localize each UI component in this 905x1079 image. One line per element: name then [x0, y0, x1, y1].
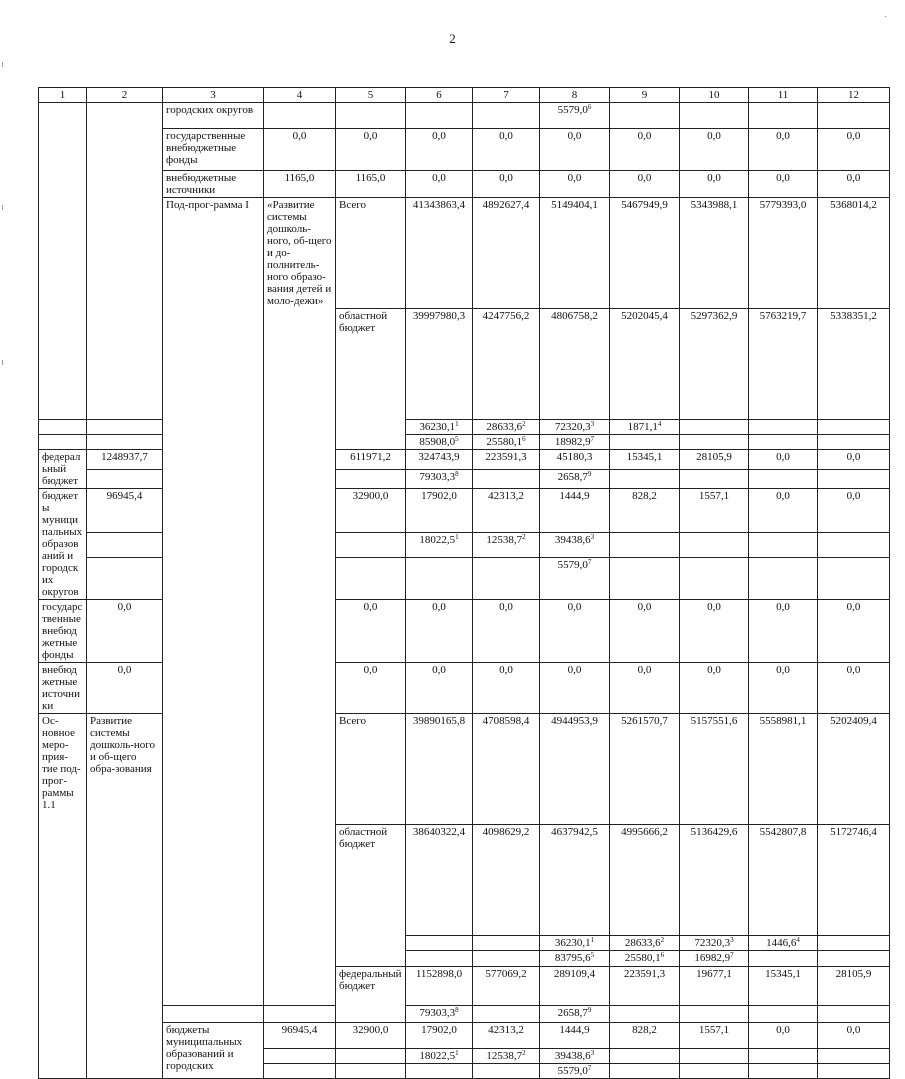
table-cell: 18022,5$^1$ — [406, 532, 473, 557]
table-cell: 18022,5$^1$ — [406, 1049, 473, 1064]
table-cell: 5157551,6 — [680, 714, 749, 825]
table-cell: 577069,2 — [473, 967, 540, 1006]
table-cell — [749, 420, 818, 435]
table-cell: 85908,0$^5$ — [406, 435, 473, 450]
table-cell — [264, 103, 336, 129]
table-cell — [818, 951, 890, 967]
header-row — [39, 88, 890, 103]
page-number: 2 — [449, 31, 456, 46]
table-cell — [406, 951, 473, 967]
table-cell: 0,0 — [818, 450, 890, 470]
column-number: 9 — [610, 88, 680, 103]
table-cell: 28633,6$^2$ — [473, 420, 540, 435]
table-cell: 4637942,5 — [540, 825, 610, 936]
table-cell: 5779393,0 — [749, 198, 818, 309]
footnote-mark: 2 — [522, 420, 526, 428]
table-cell: 0,0 — [680, 171, 749, 198]
footnote-mark: 3 — [590, 420, 595, 428]
table-cell — [818, 936, 890, 951]
table-cell: 17902,0 — [406, 1023, 473, 1049]
table-cell: 1444,9 — [540, 489, 610, 533]
table-cell — [818, 103, 890, 129]
table-cell: Всего — [336, 714, 406, 825]
table-cell: 5261570,7 — [610, 714, 680, 825]
table-cell: 0,0 — [406, 663, 473, 714]
table-cell — [749, 1064, 818, 1079]
footnote-mark: 9 — [587, 470, 592, 479]
footnote-mark: 6 — [522, 435, 526, 443]
footnote-mark: 5 — [455, 435, 459, 443]
table-cell: 0,0 — [87, 663, 163, 714]
table-cell — [610, 1049, 680, 1064]
footnote-mark: 6 — [587, 103, 592, 111]
table-cell: 1557,1 — [680, 1023, 749, 1049]
table-cell: областной бюджет — [336, 825, 406, 967]
table-cell: 5579,0$^7$ — [540, 1064, 610, 1079]
table-cell: 96945,4 — [87, 489, 163, 533]
table-cell: 5579,0$^7$ — [540, 557, 610, 599]
table-cell: 79303,3$^8$ — [406, 1006, 473, 1023]
table-cell — [610, 557, 680, 599]
table-cell: 0,0 — [406, 600, 473, 663]
binding-mark — [2, 360, 3, 365]
table-cell: 0,0 — [336, 600, 406, 663]
table-cell — [473, 1064, 540, 1079]
corner-mark: · — [884, 12, 888, 23]
table-cell: 0,0 — [264, 129, 336, 171]
column-number: 5 — [336, 88, 406, 103]
footnote-mark: 7 — [587, 1064, 592, 1072]
footnote-mark: 1 — [455, 1049, 459, 1057]
table-cell: 4098629,2 — [473, 825, 540, 936]
table-cell — [680, 1064, 749, 1079]
footnote-mark: 2 — [660, 936, 665, 944]
table-cell: 0,0 — [540, 600, 610, 663]
table-cell: 2658,7$^9$ — [540, 470, 610, 489]
table-cell — [818, 557, 890, 599]
table-cell: 18982,9$^7$ — [540, 435, 610, 450]
column-number: 2 — [87, 88, 163, 103]
column-number: 8 — [540, 88, 610, 103]
table-cell: внебюджетные источники — [163, 171, 264, 198]
table-cell: 0,0 — [610, 171, 680, 198]
table-cell: 5202045,4 — [610, 309, 680, 420]
footnote-mark: 9 — [587, 1006, 592, 1014]
table-cell: 15345,1 — [749, 967, 818, 1006]
table-cell: 5763219,7 — [749, 309, 818, 420]
table-cell — [610, 470, 680, 489]
table-cell — [473, 1006, 540, 1023]
table-cell — [264, 1049, 336, 1064]
table-cell: бюджеты муниципальных образований и городских округов — [39, 489, 87, 600]
table-cell: 5368014,2 — [818, 198, 890, 309]
table-cell: 0,0 — [680, 600, 749, 663]
table-cell: 12538,7$^2$ — [473, 1049, 540, 1064]
footnote-mark: 2 — [522, 532, 526, 541]
table-cell: Под-прог-рамма I — [163, 198, 264, 1006]
table-cell — [610, 532, 680, 557]
table-cell: 0,0 — [540, 171, 610, 198]
table-cell — [749, 435, 818, 450]
table-cell — [680, 103, 749, 129]
table-cell — [87, 420, 163, 435]
table-cell: 0,0 — [818, 600, 890, 663]
footnote-mark: 6 — [660, 951, 665, 959]
table-cell: 0,0 — [749, 489, 818, 533]
table-cell: городских округов — [163, 103, 264, 129]
table-cell — [749, 470, 818, 489]
table-cell — [473, 557, 540, 599]
table-cell: 72320,3$^3$ — [680, 936, 749, 951]
table-cell: 289109,4 — [540, 967, 610, 1006]
table-row — [39, 198, 890, 309]
table-cell — [680, 1006, 749, 1023]
table-cell: 5297362,9 — [680, 309, 749, 420]
table-cell: 36230,1$^1$ — [540, 936, 610, 951]
table-cell — [749, 1006, 818, 1023]
table-cell: 0,0 — [818, 489, 890, 533]
table-cell: 611971,2 — [336, 450, 406, 470]
table-cell: 0,0 — [406, 129, 473, 171]
table-cell: 0,0 — [749, 600, 818, 663]
table-cell — [749, 532, 818, 557]
table-cell: 39890165,8 — [406, 714, 473, 825]
table-cell — [680, 470, 749, 489]
table-cell — [610, 1006, 680, 1023]
table-cell: 324743,9 — [406, 450, 473, 470]
table-cell: 5579,0$^6$ — [540, 103, 610, 129]
table-cell: 5136429,6 — [680, 825, 749, 936]
table-row — [39, 171, 890, 198]
table-cell — [680, 435, 749, 450]
table-cell: 83795,6$^5$ — [540, 951, 610, 967]
table-cell — [473, 951, 540, 967]
table-cell: 4995666,2 — [610, 825, 680, 936]
table-cell — [818, 532, 890, 557]
binding-mark — [2, 62, 3, 67]
table-cell: 5202409,4 — [818, 714, 890, 825]
table-cell: 0,0 — [610, 663, 680, 714]
table-cell: 5467949,9 — [610, 198, 680, 309]
table-cell: 0,0 — [818, 663, 890, 714]
table-cell: 5542807,8 — [749, 825, 818, 936]
table-cell — [39, 420, 87, 435]
table-cell: 0,0 — [818, 171, 890, 198]
table-cell: федеральный бюджет — [39, 450, 87, 489]
table-cell: 0,0 — [473, 600, 540, 663]
table-row — [39, 129, 890, 171]
footnote-mark: 3 — [590, 532, 595, 541]
table-cell: 0,0 — [473, 663, 540, 714]
table-cell — [39, 103, 87, 420]
table-cell: 96945,4 — [264, 1023, 336, 1049]
table-cell: 5172746,4 — [818, 825, 890, 936]
table-cell — [818, 435, 890, 450]
table-cell: 45180,3 — [540, 450, 610, 470]
table-cell — [473, 470, 540, 489]
table-cell: 5558981,1 — [749, 714, 818, 825]
table-cell: 0,0 — [749, 171, 818, 198]
table-cell — [749, 557, 818, 599]
table-cell: 0,0 — [818, 1023, 890, 1049]
table-cell: государственные внебюджетные фонды — [163, 129, 264, 171]
table-cell: 28105,9 — [680, 450, 749, 470]
table-cell — [680, 420, 749, 435]
table-cell: 0,0 — [336, 663, 406, 714]
table-cell: 0,0 — [540, 663, 610, 714]
table-cell — [473, 103, 540, 129]
table-cell: 0,0 — [749, 1023, 818, 1049]
column-number: 10 — [680, 88, 749, 103]
table-cell — [818, 470, 890, 489]
table-cell — [336, 470, 406, 489]
table-cell: 19677,1 — [680, 967, 749, 1006]
table-cell — [264, 1006, 336, 1023]
table-cell: 0,0 — [610, 129, 680, 171]
table-cell: 1871,1$^4$ — [610, 420, 680, 435]
table-cell — [336, 532, 406, 557]
table-cell — [610, 1064, 680, 1079]
table-cell — [473, 936, 540, 951]
table-cell: 4892627,4 — [473, 198, 540, 309]
table-cell: Развитие системы дошколь-ного и об-щего обра-зования — [87, 714, 163, 1079]
footnote-mark: 8 — [455, 470, 459, 479]
table-cell: 42313,2 — [473, 1023, 540, 1049]
table-cell: 0,0 — [406, 171, 473, 198]
footnote-mark: 1 — [590, 936, 595, 944]
table-cell: 4944953,9 — [540, 714, 610, 825]
table-cell: 39438,6$^3$ — [540, 532, 610, 557]
table-cell: 0,0 — [680, 129, 749, 171]
table-row — [39, 1023, 890, 1049]
table-cell: 0,0 — [749, 450, 818, 470]
table-cell — [610, 103, 680, 129]
table-cell: 2658,7$^9$ — [540, 1006, 610, 1023]
table-cell — [87, 557, 163, 599]
table-row — [39, 103, 890, 129]
table-cell: федеральный бюджет — [336, 967, 406, 1023]
table-cell — [680, 557, 749, 599]
table-cell — [818, 420, 890, 435]
table-cell: 41343863,4 — [406, 198, 473, 309]
footnote-mark: 3 — [590, 1049, 595, 1057]
table-cell: 223591,3 — [473, 450, 540, 470]
table-cell: 25580,1$^6$ — [610, 951, 680, 967]
table-cell — [87, 470, 163, 489]
table-cell: Всего — [336, 198, 406, 309]
table-cell: 0,0 — [749, 663, 818, 714]
budget-table-body — [39, 88, 890, 1079]
table-cell: 1248937,7 — [87, 450, 163, 470]
table-cell — [163, 1006, 264, 1023]
table-cell: 0,0 — [336, 129, 406, 171]
table-cell: 1446,6$^4$ — [749, 936, 818, 951]
table-cell: 1557,1 — [680, 489, 749, 533]
table-cell: 0,0 — [680, 663, 749, 714]
table-cell: 0,0 — [540, 129, 610, 171]
table-cell: 828,2 — [610, 489, 680, 533]
table-cell: 0,0 — [818, 129, 890, 171]
table-cell: 0,0 — [473, 171, 540, 198]
budget-table — [38, 87, 890, 1079]
table-cell: 15345,1 — [610, 450, 680, 470]
table-cell — [39, 435, 87, 450]
table-cell: 25580,1$^6$ — [473, 435, 540, 450]
column-number: 3 — [163, 88, 264, 103]
column-number: 1 — [39, 88, 87, 103]
table-cell: 0,0 — [473, 129, 540, 171]
table-cell — [336, 1049, 406, 1064]
table-cell: 223591,3 — [610, 967, 680, 1006]
table-cell — [87, 435, 163, 450]
table-cell: 0,0 — [87, 600, 163, 663]
table-cell — [406, 103, 473, 129]
footnote-mark: 8 — [455, 1006, 459, 1014]
table-cell: 1165,0 — [336, 171, 406, 198]
table-cell: 42313,2 — [473, 489, 540, 533]
table-cell: 17902,0 — [406, 489, 473, 533]
table-cell: 4806758,2 — [540, 309, 610, 420]
footnote-mark: 4 — [657, 420, 662, 428]
table-cell: 1444,9 — [540, 1023, 610, 1049]
table-cell: 32900,0 — [336, 489, 406, 533]
table-cell — [749, 951, 818, 967]
table-cell — [87, 532, 163, 557]
table-cell — [336, 557, 406, 599]
binding-mark — [2, 205, 3, 210]
table-cell — [406, 936, 473, 951]
table-cell: внебюджетные источники — [39, 663, 87, 714]
table-cell: Ос-новное меро-прия-тие под-прог-раммы 1.1 — [39, 714, 87, 1079]
column-number: 4 — [264, 88, 336, 103]
footnote-mark: 1 — [455, 420, 459, 428]
table-cell — [336, 103, 406, 129]
table-cell: 1152898,0 — [406, 967, 473, 1006]
table-cell: 28633,6$^2$ — [610, 936, 680, 951]
footnote-mark: 4 — [796, 936, 800, 944]
footnote-mark: 7 — [730, 951, 734, 959]
table-cell: 12538,7$^2$ — [473, 532, 540, 557]
table-cell: 5338351,2 — [818, 309, 890, 420]
table-cell: бюджеты муниципальных образований и городских — [163, 1023, 264, 1079]
table-cell — [336, 1064, 406, 1079]
footnote-mark: 7 — [587, 557, 592, 566]
table-cell: 72320,3$^3$ — [540, 420, 610, 435]
table-cell — [406, 1064, 473, 1079]
table-cell — [680, 532, 749, 557]
footnote-mark: 3 — [730, 936, 734, 944]
table-cell: 5149404,1 — [540, 198, 610, 309]
column-number: 11 — [749, 88, 818, 103]
table-row — [39, 1006, 890, 1023]
table-cell: 32900,0 — [336, 1023, 406, 1049]
table-cell: 828,2 — [610, 1023, 680, 1049]
table-cell: 0,0 — [610, 600, 680, 663]
table-cell — [818, 1064, 890, 1079]
table-cell: 28105,9 — [818, 967, 890, 1006]
table-cell: государственные внебюджетные фонды — [39, 600, 87, 663]
footnote-mark: 7 — [590, 435, 595, 443]
column-number: 6 — [406, 88, 473, 103]
footnote-mark: 5 — [590, 951, 595, 959]
table-cell: 79303,3$^8$ — [406, 470, 473, 489]
column-number: 7 — [473, 88, 540, 103]
table-cell: 1165,0 — [264, 171, 336, 198]
table-cell — [87, 103, 163, 420]
table-cell — [264, 1064, 336, 1079]
table-cell: «Развитие системы дошколь-ного, об-щего и до-полнитель-ного образо-вания детей и моло-дежи» — [264, 198, 336, 1006]
table-cell — [680, 1049, 749, 1064]
table-cell — [610, 435, 680, 450]
table-cell: областной бюджет — [336, 309, 406, 450]
table-cell: 5343988,1 — [680, 198, 749, 309]
footnote-mark: 1 — [455, 532, 459, 541]
table-cell — [749, 103, 818, 129]
table-cell — [406, 557, 473, 599]
column-number: 12 — [818, 88, 890, 103]
table-cell: 38640322,4 — [406, 825, 473, 936]
table-cell: 36230,1$^1$ — [406, 420, 473, 435]
table-cell: 39438,6$^3$ — [540, 1049, 610, 1064]
table-cell: 39997980,3 — [406, 309, 473, 420]
table-cell — [818, 1006, 890, 1023]
table-cell: 4247756,2 — [473, 309, 540, 420]
footnote-mark: 2 — [522, 1049, 526, 1057]
table-cell: 4708598,4 — [473, 714, 540, 825]
table-cell: 16982,9$^7$ — [680, 951, 749, 967]
table-cell — [749, 1049, 818, 1064]
table-cell — [818, 1049, 890, 1064]
table-cell: 0,0 — [749, 129, 818, 171]
